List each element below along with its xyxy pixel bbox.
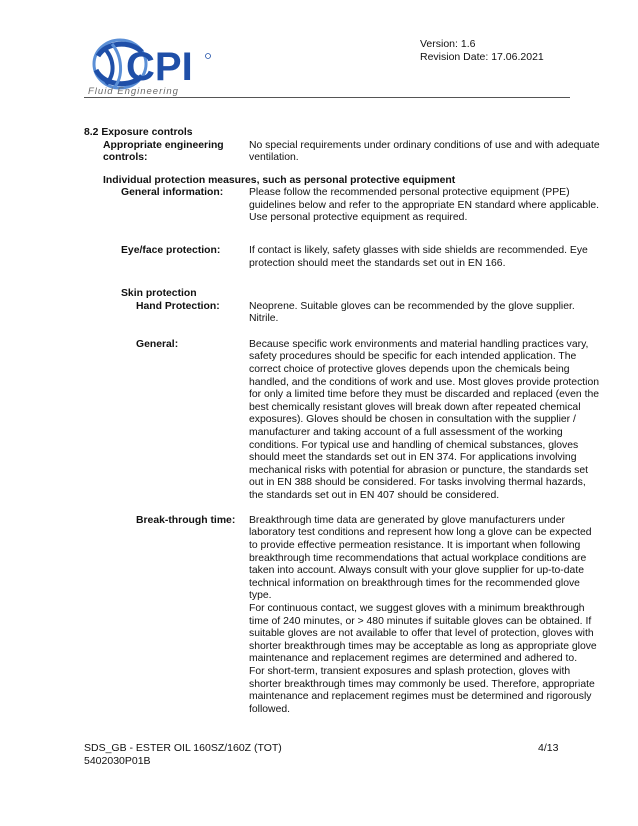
skin-protection-title: Skin protection [121, 288, 197, 300]
ppe-title: Individual protection measures, such as personal protective equipment [103, 174, 456, 186]
general-info-row [84, 187, 599, 225]
hand-protection-value: Neoprene. Suitable gloves can be recommended by the glove supplier. Nitrile. [249, 300, 575, 325]
breakthrough-paragraph-2: For continuous contact, we suggest gloves with a minimum breakthrough time of 240 minutes, or > 480 minutes if suitable gloves can be obtained. If suitable gloves are not available to offer that level of protection, gloves with shorter breakthrough times may be acceptable as long as appropriate glove maintenance and replacement regimes are determined and adhered to. [249, 602, 597, 665]
engineering-controls-value: No special requirements under ordinary conditions of use and with adequate ventilation. [249, 139, 600, 164]
logo-tagline: Fluid Engineering [88, 86, 179, 97]
breakthrough-label: Break-through time: [136, 514, 236, 526]
version-block [420, 38, 544, 64]
eye-protection-row [84, 245, 599, 271]
general-row [84, 339, 599, 503]
footer-product: SDS_GB - ESTER OIL 160SZ/160Z (TOT) [84, 742, 282, 754]
breakthrough-paragraph-3: For short-term, transient exposures and splash protection, gloves with shorter breakthrough times may commonly be used. Therefore, appropriate maintenance and replacement regimes must be determined and rigorously followed. [249, 665, 595, 715]
footer-code: 5402030P01B [84, 755, 151, 767]
revision-date: Revision Date: 17.06.2021 [420, 51, 544, 63]
page-number: 4/13 [538, 742, 559, 754]
eye-protection-label: Eye/face protection: [121, 245, 221, 257]
breakthrough-value [249, 515, 601, 717]
general-label: General: [136, 338, 179, 350]
page-footer [84, 742, 564, 768]
engineering-controls-row [84, 140, 599, 166]
hand-protection-label: Hand Protection: [136, 300, 220, 312]
general-info-value: Please follow the recommended personal protective equipment (PPE) guidelines below and refer to the appropriate EN standard where applicable. Use personal protective equipment as required. [249, 187, 600, 224]
section-content [84, 127, 599, 729]
hand-protection-row [84, 301, 599, 327]
general-info-label: General information: [121, 187, 224, 199]
breakthrough-paragraph-1: Breakthrough time data are generated by glove manufacturers under laboratory test conditions and represent how long a glove can be expected to provide effective permeation resistance. It is important when following breakthrough time recommendations that actual workplace conditions are taken into account. Always consult with your glove supplier for up-to-date technical information on breakthrough times for the recommended glove type. [249, 514, 592, 602]
version-number: Version: 1.6 [420, 38, 476, 50]
eye-protection-value: If contact is likely, safety glasses with side shields are recommended. Eye protection should meet the standards set out in EN 166. [249, 245, 588, 269]
section-title: 8.2 Exposure controls [84, 127, 193, 138]
breakthrough-row [84, 515, 599, 729]
general-value: Because specific work environments and material handling practices vary, safety procedures should be specific for each intended application. The correct choice of protective gloves depends upon the chemicals being handled, and the conditions of work and use. Most gloves provide protection for only a limited time before they must be discarded and replaced (even the best chemically resistant gloves will break down after repeated chemical exposures). Gloves should be chosen in consultation with the supplier / manufacturer and taking account of a full assessment of the working conditions. For typical use and handling of chemical substances, gloves should meet the standards set out in EN 374. For applications involving mechanical risks with potential for abrasion or puncture, the standards set out in EN 388 should be considered. For tasks involving thermal hazards, the standards set out in EN 407 should be considered. [249, 338, 600, 501]
logo-wordmark: CPI [126, 45, 193, 89]
header-divider [84, 97, 570, 98]
engineering-controls-label: Appropriate engineering controls: [103, 139, 224, 164]
